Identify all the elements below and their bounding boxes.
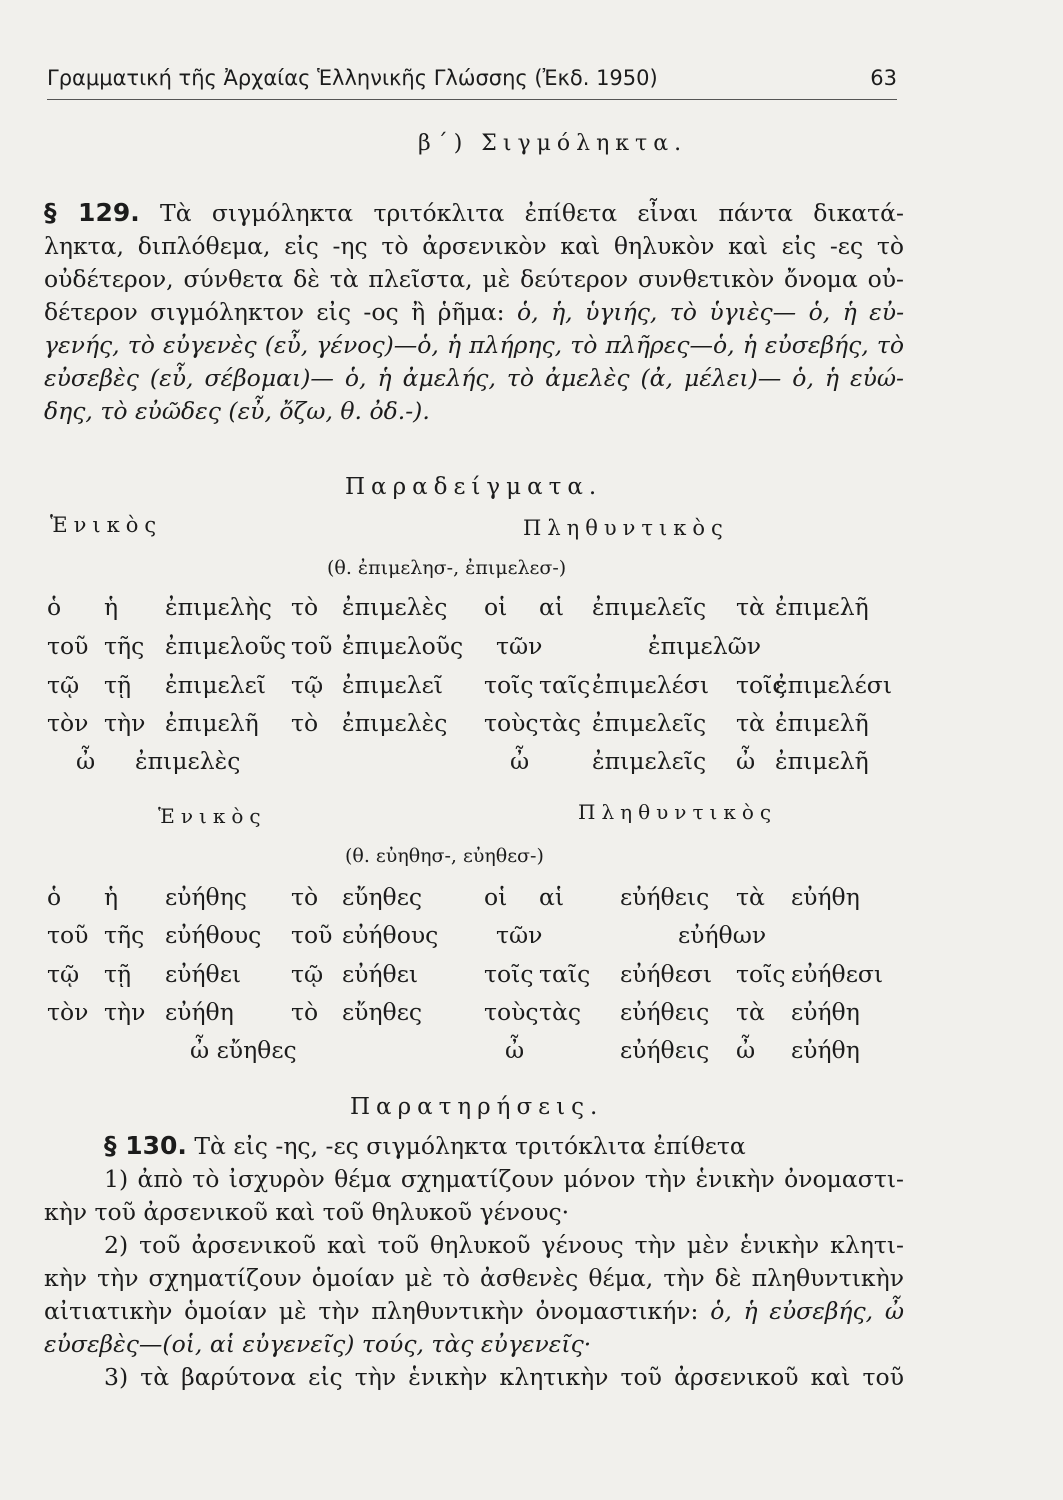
stem-note: (θ. εὐηθησ-, εὐηθεσ-): [345, 845, 544, 867]
italic-text: δης, τὸ εὐῶδες (εὖ, ὄζω, θ. ὀδ.-).: [44, 397, 430, 425]
table-cell: ἐπιμελεῖς: [592, 593, 707, 621]
table-cell: τῶν: [496, 632, 543, 660]
table-cell: τὸν: [47, 998, 89, 1026]
plural-label: Πληθυντικὸς: [523, 516, 729, 540]
table-cell: τῇ: [104, 671, 132, 699]
table-cell: ἐπιμελὲς: [342, 593, 448, 621]
table-cell: τὰ: [736, 883, 765, 911]
table-cell: ὦ εὔηθες: [190, 1036, 297, 1064]
table-cell: τῷ: [47, 671, 80, 699]
table-cell: εὐήθη: [791, 1036, 860, 1064]
text-line: δέτερον σιγμόληκτον εἰς -ος ἢ ῥῆμα:: [44, 298, 518, 326]
table-cell: ταῖς: [539, 671, 591, 699]
text-line: κὴν τὴν σχηματίζουν ὁμοίαν μὲ τὸ ἀσθενὲς θέμα, τὴν δὲ πληθυντικὴν: [44, 1264, 904, 1292]
text-line: αἰτιατικὴν ὁμοίαν μὲ τὴν πληθυντικὴν ὀνομαστικήν:: [44, 1297, 711, 1325]
table-cell: ἐπιμελεῖ: [342, 671, 443, 699]
table-cell: ταῖς: [539, 960, 591, 988]
table-cell: τὸ: [291, 709, 319, 737]
remarks-heading: Παρατηρήσεις.: [350, 1094, 604, 1120]
table-cell: εὔηθες: [342, 883, 423, 911]
table-cell: τοὺς: [484, 709, 539, 737]
table-cell: ἐπιμελέσι: [592, 671, 710, 699]
table-cell: τῷ: [47, 960, 80, 988]
table-cell: εὐήθεσι: [791, 960, 884, 988]
table-cell: ὦ: [510, 747, 530, 775]
table-cell: ὦ: [505, 1036, 525, 1064]
singular-label: Ἑνικὸς: [158, 804, 267, 828]
table-cell: ἐπιμελῶν: [648, 632, 762, 660]
text-line: Τὰ εἰς -ης, -ες σιγμόληκτα τριτόκλιτα ἐπίθετα: [194, 1132, 746, 1160]
table-cell: τοῖς: [736, 671, 786, 699]
table-cell: ἐπιμελῆ: [165, 709, 259, 737]
table-cell: οἱ: [484, 883, 508, 911]
paragraph-number: § 130.: [104, 1131, 187, 1160]
table-cell: αἱ: [539, 883, 565, 911]
table-cell: ἐπιμελεῖς: [592, 709, 707, 737]
table-cell: τῷ: [291, 960, 324, 988]
table-cell: ἐπιμελῆ: [775, 593, 869, 621]
table-cell: ἐπιμελέσι: [775, 671, 893, 699]
table-cell: ὁ: [47, 593, 62, 621]
text-line: οὐδέτερον, σύνθετα δὲ τὰ πλεῖστα, μὲ δεύτερον συνθετικὸν ὄνομα οὐ-: [44, 265, 904, 293]
table-cell: εὐήθει: [342, 960, 419, 988]
table-cell: τῆς: [104, 632, 145, 660]
table-cell: εὔηθες: [342, 998, 423, 1026]
table-cell: εὐήθων: [678, 921, 767, 949]
table-cell: τοῖς: [484, 960, 534, 988]
table-cell: ἐπιμελὲς: [342, 709, 448, 737]
table-cell: ἡ: [104, 883, 119, 911]
table-cell: ἐπιμελῆ: [775, 709, 869, 737]
header-title: Γραμματική τῆς Ἀρχαίας Ἑλληνικῆς Γλώσσης (Ἐκδ. 1950): [47, 66, 658, 90]
stem-note: (θ. ἐπιμελησ-, ἐπιμελεσ-): [327, 557, 567, 579]
paragraph-number: § 129.: [44, 198, 140, 227]
page-number: 63: [870, 66, 897, 90]
table-cell: τῆς: [104, 921, 145, 949]
table-cell: εὐήθης: [165, 883, 247, 911]
table-cell: τὰ: [736, 998, 765, 1026]
table-cell: ὦ: [76, 747, 96, 775]
table-cell: τὸ: [291, 883, 319, 911]
table-cell: ἡ: [104, 593, 119, 621]
text-line: 3) τὰ βαρύτονα εἰς τὴν ἑνικὴν κλητικὴν τοῦ ἀρσενικοῦ καὶ τοῦ: [104, 1363, 904, 1391]
table-cell: τοῦ: [291, 921, 333, 949]
table-cell: τοῦ: [47, 632, 89, 660]
paragraph-130: [44, 1129, 904, 1394]
table-cell: εὐήθεις: [620, 1036, 710, 1064]
italic-text: εὐσεβὲς—(οἱ, αἱ εὐγενεῖς) τούς, τὰς εὐγενεῖς·: [44, 1330, 592, 1358]
table-cell: ἐπιμελοῦς: [342, 632, 464, 660]
table-cell: τὸ: [291, 593, 319, 621]
table-cell: τὰ: [736, 709, 765, 737]
text-line: Τὰ σιγμόληκτα τριτόκλιτα ἐπίθετα εἶναι πάντα δικατά-: [160, 199, 904, 227]
table-cell: τὰ: [736, 593, 765, 621]
table-cell: ἐπιμελὲς: [135, 747, 241, 775]
table-cell: ὦ: [736, 747, 756, 775]
table-cell: ὁ: [47, 883, 62, 911]
table-cell: εὐήθους: [165, 921, 262, 949]
italic-text: εὐσεβὲς (εὖ, σέβομαι)— ὁ, ἡ ἀμελής, τὸ ἀμελὲς (ἀ, μέλει)— ὁ, ἡ εὐώ-: [44, 364, 904, 392]
text-line: 2) τοῦ ἀρσενικοῦ καὶ τοῦ θηλυκοῦ γένους τὴν μὲν ἑνικὴν κλητι-: [104, 1231, 904, 1259]
table-cell: ἐπιμελεῖ: [165, 671, 266, 699]
singular-label: Ἑνικὸς: [50, 513, 163, 537]
table-cell: εὐήθη: [791, 998, 860, 1026]
table-cell: τοῖς: [736, 960, 786, 988]
table-cell: εὐήθους: [342, 921, 439, 949]
text-line: ληκτα, διπλόθεμα, εἰς -ης τὸ ἀρσενικὸν καὶ θηλυκὸν καὶ εἰς -ες τὸ: [44, 232, 904, 260]
italic-text: ὁ, ἡ εὐσεβής, ὦ: [710, 1297, 904, 1325]
table-cell: τὰς: [539, 998, 582, 1026]
table-cell: τὰς: [539, 709, 582, 737]
table-cell: οἱ: [484, 593, 508, 621]
table-cell: εὐήθεις: [620, 883, 710, 911]
table-cell: τοῖς: [484, 671, 534, 699]
text-line: κὴν τοῦ ἀρσενικοῦ καὶ τοῦ θηλυκοῦ γένους·: [44, 1198, 570, 1226]
table-cell: τῷ: [291, 671, 324, 699]
table-cell: τὴν: [104, 709, 146, 737]
table-cell: τῇ: [104, 960, 132, 988]
table-cell: τοῦ: [291, 632, 333, 660]
table-cell: αἱ: [539, 593, 565, 621]
table-cell: τὴν: [104, 998, 146, 1026]
table-cell: ὦ: [736, 1036, 756, 1064]
italic-text: ὁ, ἡ, ὑγιής, τὸ ὑγιὲς— ὁ, ἡ εὐ-: [517, 298, 905, 326]
table-cell: εὐήθει: [165, 960, 242, 988]
table-cell: τὸ: [291, 998, 319, 1026]
examples-heading: Παραδείγματα.: [345, 474, 603, 500]
table-cell: ἐπιμελὴς: [165, 593, 272, 621]
table-cell: τῶν: [496, 921, 543, 949]
table-cell: τὸν: [47, 709, 89, 737]
section-heading: β΄) Σιγμόληκτα.: [418, 131, 688, 156]
table-cell: εὐήθεις: [620, 998, 710, 1026]
table-cell: ἐπιμελεῖς: [592, 747, 707, 775]
text-line: 1) ἀπὸ τὸ ἰσχυρὸν θέμα σχηματίζουν μόνον τὴν ἑνικὴν ὀνομαστι-: [104, 1165, 904, 1193]
plural-label: Πληθυντικὸς: [578, 800, 778, 824]
table-cell: εὐήθη: [791, 883, 860, 911]
table-cell: εὐήθεσι: [620, 960, 713, 988]
table-cell: ἐπιμελῆ: [775, 747, 869, 775]
table-cell: εὐήθη: [165, 998, 234, 1026]
table-cell: τοὺς: [484, 998, 539, 1026]
table-cell: ἐπιμελοῦς: [165, 632, 287, 660]
italic-text: γενής, τὸ εὐγενὲς (εὖ, γένος)—ὁ, ἡ πλήρης, τὸ πλῆρες—ὁ, ἡ εὐσεβής, τὸ: [44, 331, 904, 359]
table-cell: τοῦ: [47, 921, 89, 949]
